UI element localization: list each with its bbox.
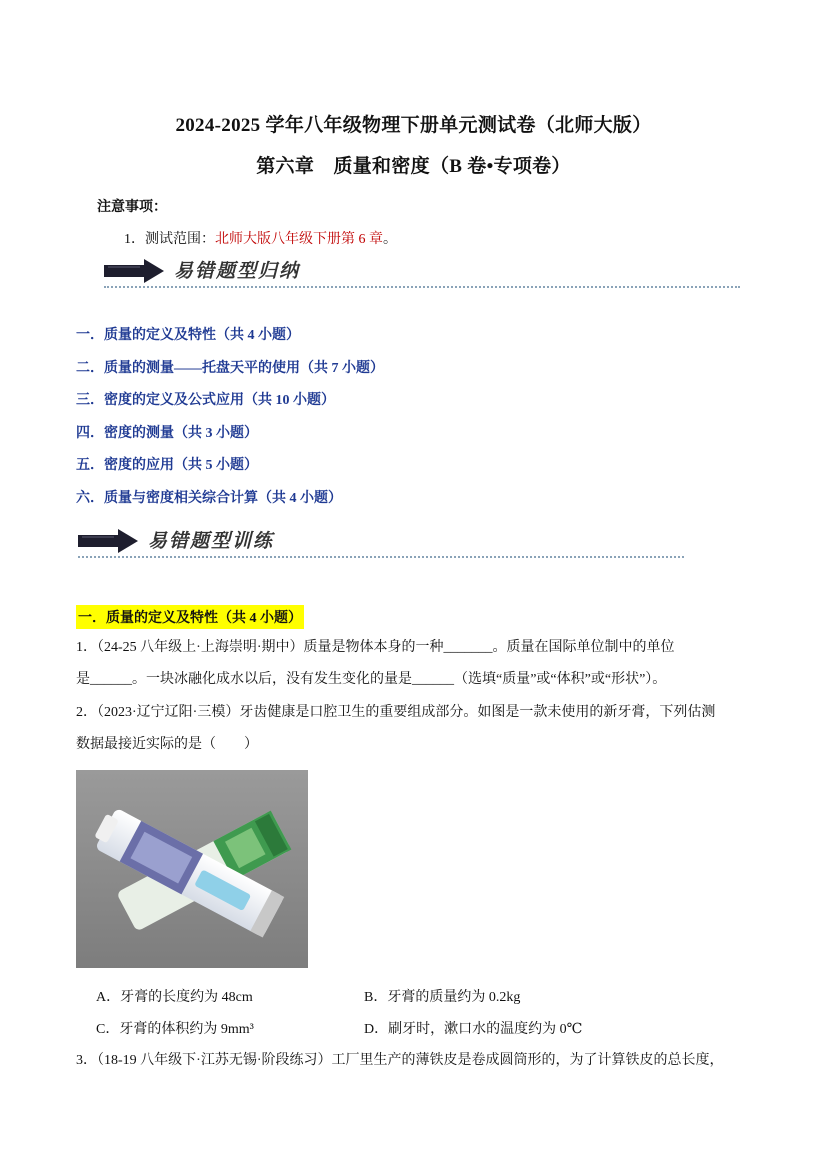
banner-training [78, 524, 684, 558]
option-c: C．牙膏的体积约为 9mm³ [96, 1022, 254, 1037]
document-title: 2024-2025 学年八年级物理下册单元测试卷（北师大版） [175, 115, 652, 136]
question-2-line-1: 2．（2023·辽宁辽阳·三模）牙齿健康是口腔卫生的重要组成部分。如图是一款未使用的新牙膏，下列估测 [76, 705, 716, 720]
question-3-line-1: 3．（18-19 八年级下·江苏无锡·阶段练习）工厂里生产的薄铁皮是卷成圆筒形的，为了计算铁皮的总长度， [76, 1053, 724, 1068]
question-1-line-2: 是______。一块冰融化成水以后，没有发生变化的量是______（选填“质量”或“体积”或“形状”）。 [76, 672, 667, 687]
toothpaste-image [76, 770, 308, 968]
notice-label: 注意事项： [97, 200, 167, 215]
banner-training-text: 易错题型训练 [148, 530, 275, 552]
question-2-line-2: 数据最接近实际的是（ ） [76, 737, 258, 752]
notice-item-suffix: 。 [383, 232, 397, 247]
arrow-right-icon [104, 258, 166, 284]
toc-item-3: 三．密度的定义及公式应用（共 10 小题） [76, 393, 335, 408]
dotted-divider [104, 286, 740, 288]
option-d: D．刷牙时，漱口水的温度约为 0℃ [364, 1022, 583, 1037]
option-a: A．牙膏的长度约为 48cm [96, 990, 253, 1005]
banner-summary [104, 254, 740, 288]
arrow-right-icon [78, 528, 140, 554]
chapter-title: 第六章 质量和密度（B 卷•专项卷） [256, 156, 571, 177]
toc-item-5: 五．密度的应用（共 5 小题） [76, 458, 258, 473]
dotted-divider [78, 556, 684, 558]
notice-item [124, 228, 397, 248]
toc-item-4: 四．密度的测量（共 3 小题） [76, 426, 258, 441]
question-1-line-1: 1．（24-25 八年级上·上海崇明·期中）质量是物体本身的一种_______。质量在国际单位制中的单位 [76, 640, 675, 655]
toc-item-1: 一．质量的定义及特性（共 4 小题） [76, 328, 300, 343]
test-scope: 北师大版八年级下册第 6 章 [215, 232, 383, 247]
banner-summary-text: 易错题型归纳 [174, 260, 301, 282]
toc-item-2: 二．质量的测量——托盘天平的使用（共 7 小题） [76, 361, 384, 376]
toc-item-6: 六．质量与密度相关综合计算（共 4 小题） [76, 491, 342, 506]
notice-item-prefix: 1．测试范围： [124, 232, 215, 247]
section-heading: 一．质量的定义及特性（共 4 小题） [76, 605, 304, 629]
toothpaste-photo [76, 770, 308, 968]
option-b: B．牙膏的质量约为 0.2kg [364, 990, 521, 1005]
